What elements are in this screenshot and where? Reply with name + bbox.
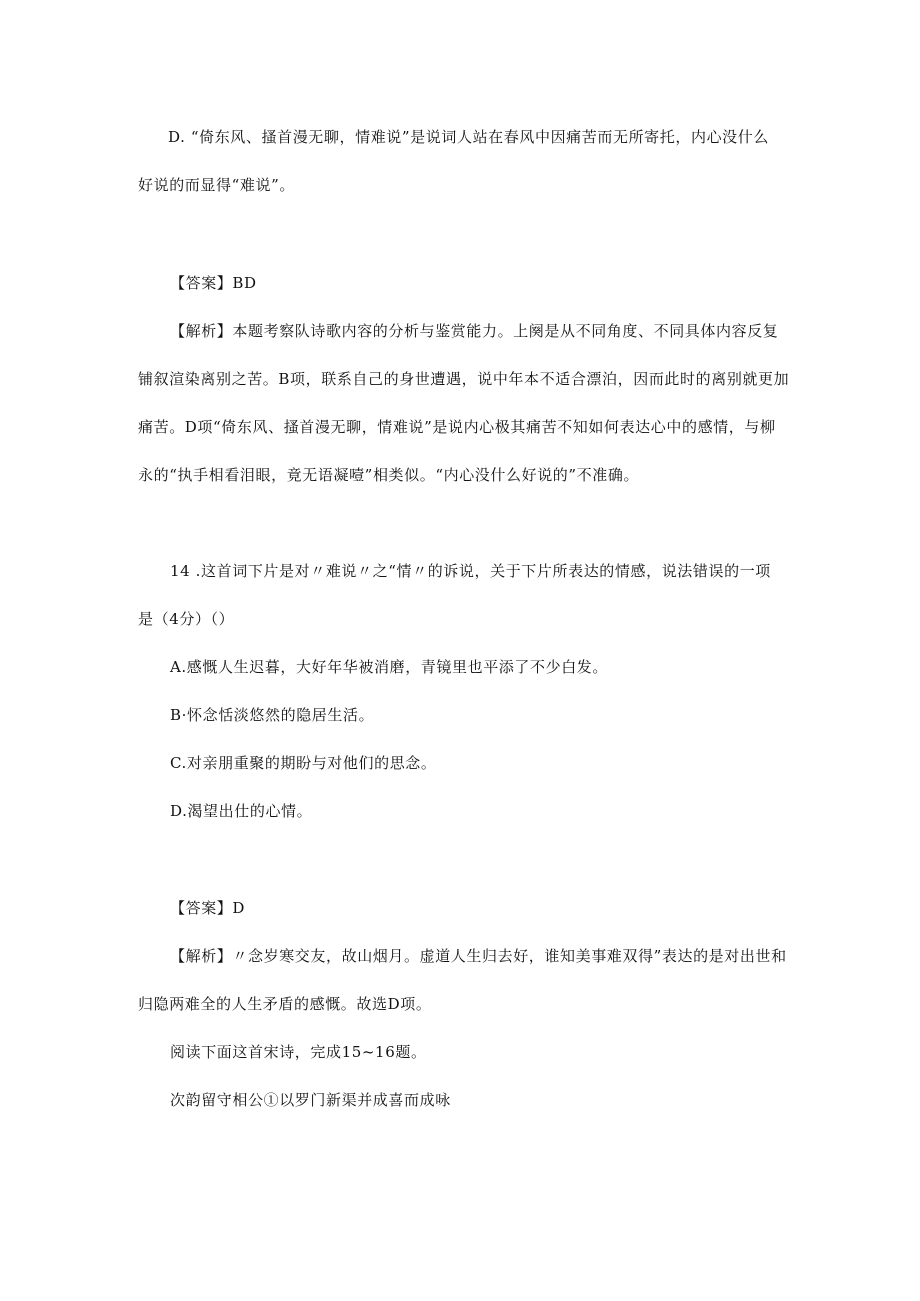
- analysis-13-line4: 永的“执手相看泪眼，竟无语凝噎”相类似。“内心没什么好说的”不准确。: [138, 466, 640, 484]
- answer-13: 【答案】BD: [170, 274, 257, 292]
- analysis-14-line1: 【解析】〃念岁寒交友，故山烟月。虚道人生归去好，谁知美事难双得”表达的是对出世和: [170, 947, 787, 965]
- option-a: A.感慨人生迟暮，大好年华被消磨，青镜里也平添了不少白发。: [170, 658, 609, 676]
- analysis-14-line2: 归隐两难全的人生矛盾的感慨。故选D项。: [138, 995, 432, 1013]
- analysis-13-line1: 【解析】本题考察队诗歌内容的分析与鉴赏能力。上阕是从不同角度、不同具体内容反复: [170, 322, 779, 340]
- d-option-line2: 好说的而显得“难说”。: [138, 176, 295, 194]
- answer-14: 【答案】D: [170, 899, 246, 917]
- poem-title: 次韵留守相公①以罗门新渠并成喜而成咏: [170, 1091, 451, 1109]
- question-14-line2: 是（4分）（）: [138, 610, 235, 628]
- d-option-line1: D. “倚东风、搔首漫无聊，情难说”是说词人站在春风中因痛苦而无所寄托，内心没什么: [168, 128, 769, 146]
- reading-intro: 阅读下面这首宋诗，完成15~16题。: [170, 1043, 427, 1061]
- option-c: C.对亲朋重聚的期盼与对他们的思念。: [170, 754, 437, 772]
- question-14-line1: 14 .这首词下片是对〃难说〃之“情〃的诉说，关于下片所表达的情感，说法错误的一项: [170, 562, 771, 580]
- option-d: D.渴望出仕的心情。: [170, 802, 313, 820]
- option-b: B·怀念恬淡悠然的隐居生活。: [170, 706, 375, 724]
- analysis-13-line2: 铺叙渲染离别之苦。B项，联系自己的身世遭遇，说中年本不适合漂泊，因而此时的离别就更加: [138, 370, 790, 388]
- analysis-13-line3: 痛苦。D项“倚东风、搔首漫无聊，情难说”是说内心极其痛苦不知如何表达心中的感情，与柳: [138, 418, 776, 436]
